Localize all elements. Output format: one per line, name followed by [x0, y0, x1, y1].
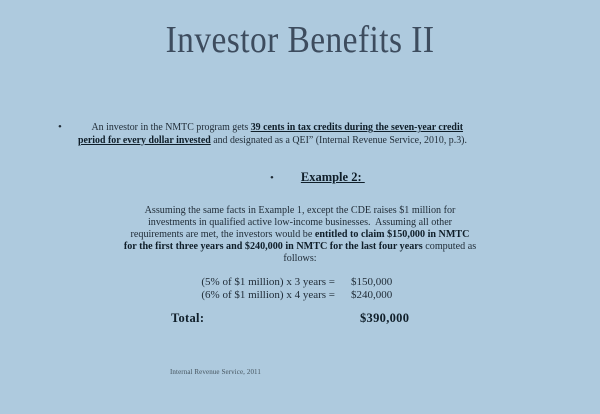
calc-row [0, 276, 600, 289]
paragraph-line-5 [24, 252, 576, 264]
bullet-text-line-2 [78, 134, 467, 147]
bullet-icon: • [270, 172, 274, 184]
bullet-text-line-1 [78, 121, 467, 134]
total-value: $390,000 [360, 311, 410, 325]
calc-value-1: $150,000 [351, 276, 393, 288]
total-label: Total: [171, 311, 205, 325]
bullet-point-investor [58, 121, 510, 146]
paragraph-text: investments in qualified active low-income businesses. Assuming all other [147, 216, 453, 229]
paragraph-bold-text: entitled to claim $150,000 in NMTC [314, 228, 470, 241]
bullet-icon: • [58, 121, 62, 133]
bullet1-bold-underline-text-1: 39 cents in tax credits during the seven-year credit [250, 121, 464, 133]
paragraph-line-3 [24, 228, 576, 240]
calculation-rows [0, 276, 600, 301]
calc-row [0, 289, 600, 302]
slide-title: Investor Benefits II [165, 19, 435, 61]
paragraph-text: Assuming the same facts in Example 1, except the CDE raises $1 million for [144, 204, 456, 216]
paragraph-text: follows: [283, 252, 317, 265]
calc-value-2: $240,000 [351, 288, 393, 301]
paragraph-line-2 [24, 216, 576, 228]
paragraph-text: requirements are met, the investors would be [130, 228, 315, 241]
example2-paragraph [24, 204, 576, 264]
bullet1-regular-text-1: An investor in the NMTC program gets [91, 121, 251, 133]
calc-expression-1: (5% of $1 million) x 3 years = [201, 276, 335, 288]
calc-expression-2: (6% of $1 million) x 4 years = [201, 288, 335, 301]
bullet1-regular-text-2: and designated as a QEI” (Internal Revenue Service, 2010, p.3). [210, 133, 467, 146]
paragraph-line-1 [24, 204, 576, 216]
example2-label: Example 2: [300, 170, 365, 184]
bullet1-bold-underline-text-2: period for every dollar invested [78, 133, 211, 146]
paragraph-bold-text: for the first three years and $240,000 in NMTC for the last four years [123, 240, 423, 253]
bullet-point-text [78, 121, 467, 146]
paragraph-text: computed as [422, 240, 477, 253]
example2-heading [270, 170, 365, 185]
paragraph-line-4 [24, 240, 576, 252]
footer-citation: Internal Revenue Service, 2011 [170, 368, 261, 376]
